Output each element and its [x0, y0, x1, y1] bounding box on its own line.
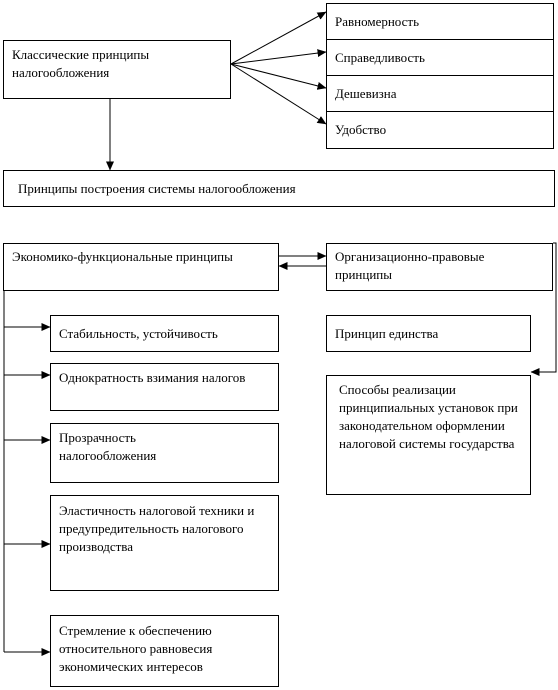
- organizational-principles-title: Организационно-правовые принципы: [335, 249, 485, 282]
- classical-principles-title: Классические принципы налогообложения: [12, 47, 150, 80]
- economic-principles-box: [3, 243, 279, 291]
- principle-convenience: Удобство: [326, 111, 554, 149]
- arrow-to-cheapness: [231, 64, 326, 88]
- arrow-to-fairness: [231, 52, 326, 64]
- economic-item-balance: Стремление к обеспечению относительного равновесия экономических интересов: [50, 615, 279, 687]
- organizational-principles-box: [326, 243, 553, 291]
- principle-fairness: Справедливость: [326, 39, 554, 76]
- arrow-to-convenience: [231, 64, 326, 124]
- economic-principles-title: Экономико-функциональные принципы: [12, 249, 233, 264]
- organizational-item-unity: Принцип единства: [326, 315, 531, 352]
- economic-item-transparency: Прозрачность налогообложения: [50, 423, 279, 483]
- principle-cheapness: Дешевизна: [326, 75, 554, 112]
- system-principles-title: Принципы построения системы налогообложения: [18, 181, 296, 196]
- economic-item-stability: Стабильность, устойчивость: [50, 315, 279, 352]
- principle-uniformity: Равномерность: [326, 3, 554, 40]
- arrow-to-uniformity: [231, 12, 326, 64]
- organizational-item-methods: Способы реализации принципиальных установок при законодательном оформлении налоговой системы государства: [326, 375, 531, 495]
- economic-item-elasticity: Эластичность налоговой техники и предупредительность налогового производства: [50, 495, 279, 591]
- system-principles-box: [3, 170, 555, 207]
- economic-item-single-collection: Однократность взимания налогов: [50, 363, 279, 411]
- classical-principles-box: [3, 40, 231, 99]
